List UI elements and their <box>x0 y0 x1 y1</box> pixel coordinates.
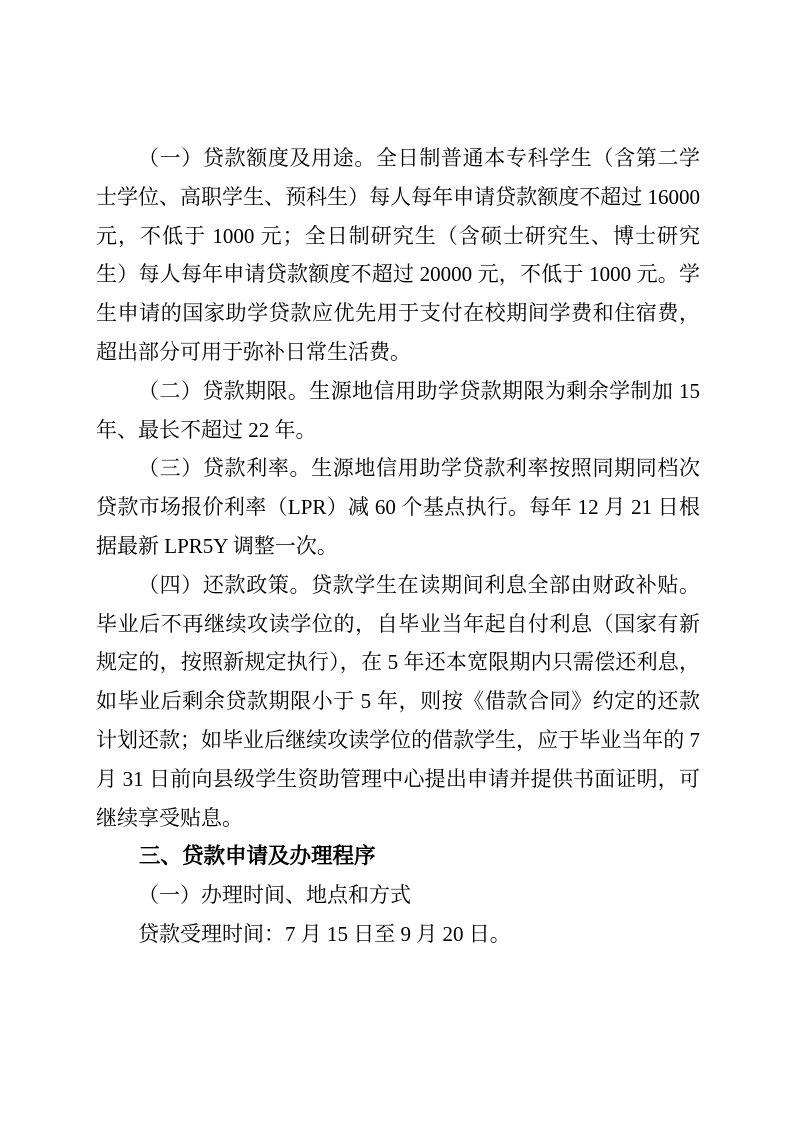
para-repayment-policy: （四）还款政策。贷款学生在读期间利息全部由财政补贴。毕业后不再继续攻读学位的，自毕业当年起自付利息（国家有新规定的，按照新规定执行），在 5 年还本宽限期内只需偿还利息，如毕业后剩余贷款期限小于 5 年，则按《借款合同》约定的还款计划还款；如毕业后继续攻读学位的借款学生，应于毕业当年的 7 月 31 日前向县级学生资助管理中心提出申请并提供书面证明，可继续享受贴息。 <box>96 572 700 830</box>
para-loan-term: （二）贷款期限。生源地信用助学贷款期限为剩余学制加 15 年、最长不超过 22 年。 <box>96 378 700 442</box>
para-handling-time-place-method: （一）办理时间、地点和方式 <box>138 883 411 908</box>
para-loan-acceptance-period: 贷款受理时间：7 月 15 日至 9 月 20 日。 <box>138 921 511 946</box>
para-loan-amount-and-use: （一）贷款额度及用途。全日制普通本专科学生（含第二学士学位、高职学生、预科生）每人每年申请贷款额度不超过 16000 元，不低于 1000 元；全日制研究生（含硕士研究生、博士研究生）每人每年申请贷款额度不超过 20000 元，不低于 1000 元。学生申请的国家助学贷款应优先用于支付在校期间学费和住宿费，超出部分可用于弥补日常生活费。 <box>96 146 700 364</box>
para-loan-interest-rate: （三）贷款利率。生源地信用助学贷款利率按照同期同档次贷款市场报价利率（LPR）减 60 个基点执行。每年 12 月 21 日根据最新 LPR5Y 调整一次。 <box>96 456 700 558</box>
section-heading-loan-application-procedure: 三、贷款申请及办理程序 <box>139 844 376 869</box>
